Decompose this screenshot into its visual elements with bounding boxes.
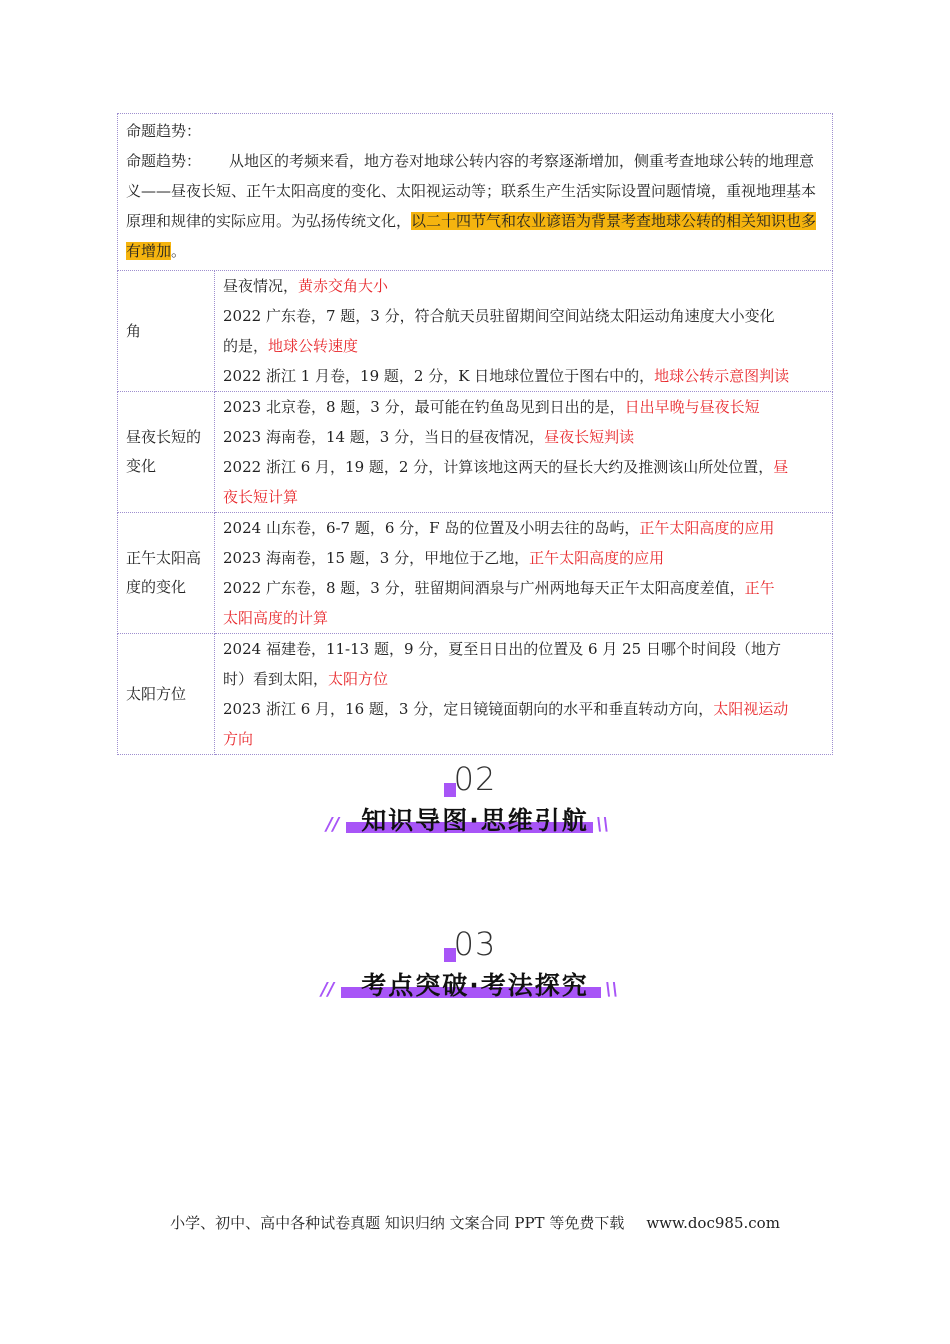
key-point-text: 正午太阳高度的应用	[529, 549, 665, 567]
key-point-text: 太阳高度的计算	[223, 609, 329, 627]
trend-heading: 命题趋势：	[126, 122, 202, 140]
detail-line	[223, 452, 826, 482]
key-point-text: 夜长短计算	[223, 488, 299, 506]
left-slash-decoration: //	[326, 814, 340, 835]
detail-line	[223, 664, 826, 694]
detail-cell	[215, 513, 833, 634]
category-cell: 昼夜长短的变化	[118, 392, 215, 513]
footer-url-link[interactable]: www.doc985.com	[646, 1214, 780, 1232]
key-point-text: 昼夜长短判读	[544, 428, 635, 446]
category-cell: 正午太阳高度的变化	[118, 513, 215, 634]
detail-line	[223, 694, 826, 724]
key-point-text: 方向	[223, 730, 254, 748]
key-point-text: 正午太阳高度的应用	[639, 519, 775, 537]
detail-line	[223, 271, 826, 301]
left-slash-decoration: //	[321, 979, 335, 1000]
key-point-text: 正午	[744, 579, 775, 597]
question-text: 2022 浙江 6 月，19 题，2 分，计算该地这两天的昼长大约及推测该山所处位置，	[223, 458, 774, 476]
section-number-02: 02	[453, 760, 497, 798]
right-slash-decoration: \\	[605, 979, 619, 1000]
detail-line	[223, 331, 826, 361]
table-row	[118, 271, 833, 392]
trend-end: 。	[171, 242, 187, 260]
table-row	[118, 634, 833, 755]
key-point-text: 太阳视运动	[713, 700, 789, 718]
detail-line	[223, 724, 826, 754]
detail-line	[223, 392, 826, 422]
question-text: 的是，	[223, 337, 269, 355]
detail-line	[223, 422, 826, 452]
trend-paragraph	[126, 146, 824, 266]
detail-line	[223, 603, 826, 633]
trend-cell	[118, 114, 833, 271]
question-text: 2024 福建卷，11-13 题，9 分，夏至日日出的位置及 6 月 25 日哪个时间段（地方	[223, 640, 781, 658]
trend-highlight: 以二十四节气和农业谚语为背景考查地球公转的相关知识也多有增加	[126, 212, 817, 260]
key-point-text: 太阳方位	[328, 670, 389, 688]
trend-text: 从地区的考频来看，地方卷对地球公转内容的考察逐渐增加，侧重考查地球公转的地理意义——昼夜长短、正午太阳高度的变化、太阳视运动等；联系生产生活实际设置问题情境，重视地理基本原理和规律的实际应用。为弘扬传统文化，	[126, 152, 817, 230]
key-point-text: 地球公转示意图判读	[654, 367, 790, 385]
question-text: 2022 广东卷，7 题，3 分，符合航天员驻留期间空间站绕太阳运动角速度大小变化	[223, 307, 775, 325]
section-number-03: 03	[453, 925, 497, 963]
detail-line	[223, 573, 826, 603]
question-text: 2022 浙江 1 月卷，19 题，2 分，K 日地球位置位于图右中的，	[223, 367, 655, 385]
trend-label: 命题趋势：	[126, 152, 202, 170]
category-cell: 太阳方位	[118, 634, 215, 755]
detail-line	[223, 513, 826, 543]
key-point-text: 黄赤交角大小	[298, 277, 389, 295]
key-point-text: 地球公转速度	[268, 337, 359, 355]
question-text: 2024 山东卷，6-7 题，6 分，F 岛的位置及小明去往的岛屿，	[223, 519, 640, 537]
right-slash-decoration: \\	[596, 814, 610, 835]
question-text: 时）看到太阳，	[223, 670, 329, 688]
category-cell: 角	[118, 271, 215, 392]
page-footer	[0, 1212, 950, 1233]
table-row	[118, 513, 833, 634]
detail-line	[223, 301, 826, 331]
detail-cell	[215, 634, 833, 755]
question-text: 昼夜情况，	[223, 277, 299, 295]
table-row	[118, 392, 833, 513]
question-text: 2023 北京卷，8 题，3 分，最可能在钓鱼岛见到日出的是，	[223, 398, 625, 416]
question-text: 2023 海南卷，14 题，3 分，当日的昼夜情况，	[223, 428, 545, 446]
detail-cell	[215, 392, 833, 513]
question-text: 2023 海南卷，15 题，3 分，甲地位于乙地，	[223, 549, 530, 567]
trend-row	[118, 114, 833, 271]
key-point-text: 昼	[773, 458, 789, 476]
section-title-02: 知识导图·思维引航	[361, 806, 589, 835]
question-text: 2023 浙江 6 月，16 题，3 分，定日镜镜面朝向的水平和垂直转动方向，	[223, 700, 714, 718]
detail-cell	[215, 271, 833, 392]
question-text: 2022 广东卷，8 题，3 分，驻留期间酒泉与广州两地每天正午太阳高度差值，	[223, 579, 745, 597]
key-point-text: 日出早晚与昼夜长短	[624, 398, 760, 416]
detail-line	[223, 634, 826, 664]
detail-line	[223, 482, 826, 512]
exam-analysis-table	[117, 113, 833, 755]
detail-line	[223, 543, 826, 573]
detail-line	[223, 361, 826, 391]
footer-text: 小学、初中、高中各种试卷真题 知识归纳 文案合同 PPT 等免费下载	[170, 1214, 625, 1232]
section-title-03: 考点突破·考法探究	[361, 971, 589, 1000]
